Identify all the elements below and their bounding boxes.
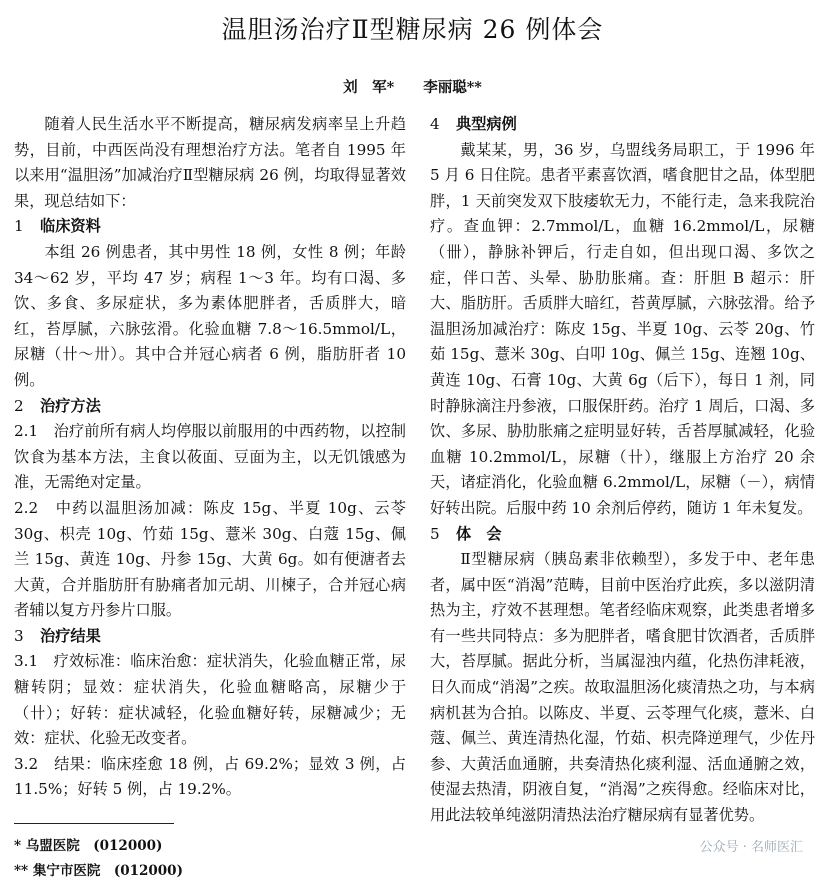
section-5-paragraph: Ⅱ型糖尿病（胰岛素非依赖型），多发于中、老年患者，属中医“消渴”范畴，目前中医治疗此疾，多以滋阴清热为主，疗效不甚理想。笔者经临床观察，此类患者增多有一些共同特点：多为肥胖者，嗜食肥甘饮酒者，舌质胖大，苔厚腻。据此分析，当属湿浊内蕴，化热伤津耗液，日久而成“消渴”之疾。故取温胆汤化痰清热之功，与本病病机甚为合拍。以陈皮、半夏、云苓理气化痰，薏米、白蔻、佩兰、黄连清热化湿，竹茹、枳壳降逆理气，少佐丹参、大黄活血通腑，共奏清热化痰利湿、活血通腑之效，使湿去热清，阴液自复，“消渴”之疾得愈。经临床对比，用此法较单纯滋阴清热法治疗糖尿病有显著优势。 [430,550,815,825]
right-column [430,112,815,829]
section-2-1-paragraph: 2.1 治疗前所有病人均停服以前服用的中西药物，以控制饮食为基本方法，主食以莜面、豆面为主，以无饥饿感为准，无需绝对定量。 [14,422,406,492]
section-1-heading [14,214,406,240]
footnote-1: * 乌盟医院 (012000) [14,838,163,855]
section-2-heading [14,394,406,420]
section-5-title: 体 会 [456,524,502,543]
section-1-paragraph: 本组 26 例患者，其中男性 18 例，女性 8 例；年龄 34～62 岁，平均 47 岁；病程 1～3 年。均有口渴、多饮、多食、多尿症状，多为素体肥胖者，舌质胖大，暗红，苔厚腻，六脉弦滑。化验血糖 7.8～16.5mmol/L，尿糖（卄～卅）。其中合并冠心病者 6 例，脂肪肝者 10 例。 [14,242,406,389]
left-column [14,112,406,884]
section-5-number: 5 [430,524,440,543]
section-3-title: 治疗结果 [40,626,101,645]
watermark: 公众号 · 名师医汇 [699,840,803,855]
section-4-paragraph: 戴某某，男，36 岁，乌盟线务局职工，于 1996 年 5 月 6 日住院。患者平素喜饮酒，嗜食肥甘之品，体型肥胖，1 天前突发双下肢痿软无力，不能行走，急来我院治疗。查血钾：2.7mmol/L，血糖 16.2mmol/L，尿糖（卌），静脉补钾后，行走自如，但出现口渴、多饮之症，伴口苦、头晕、胁肋胀痛。查：肝胆 B 超示：肝大、脂肪肝。舌质胖大暗红，苔黄厚腻，六脉弦滑。给予温胆汤加减治疗：陈皮 15g、半夏 10g、云苓 20g、竹茹 15g、薏米 30g、白叩 10g、佩兰 15g、连翘 10g、黄连 10g、石膏 10g、大黄 6g（后下），每日 1 剂，同时静脉滴注丹参液，口服保肝药。治疗 1 周后，口渴、多饮、多尿、胁肋胀痛之症明显好转，舌苔厚腻减轻，化验血糖 10.2mmol/L，尿糖（卄），继服上方治疗 20 余天，诸症消化，化验血糖 6.2mmol/L，尿糖（－），病情好转出院。后服中药 10 余剂后停药，随访 1 年未复发。 [430,140,815,517]
section-4-heading [430,112,815,138]
article-authors: 刘 军* 李丽聪** [343,79,482,96]
section-4-number: 4 [430,115,440,133]
article-title: 温胆汤治疗Ⅱ型糖尿病 26 例体会 [221,15,604,44]
section-1-title: 临床资料 [40,217,101,236]
section-2-number: 2 [14,396,24,415]
section-3-number: 3 [14,626,24,645]
footnote-divider [14,823,174,824]
section-5-heading [430,522,815,548]
intro-paragraph: 随着人民生活水平不断提高，糖尿病发病率呈上升趋势，目前，中西医尚没有理想治疗方法。笔者自 1995 年以来用“温胆汤”加减治疗Ⅱ型糖尿病 26 例，均取得显著效果，现总结如下： [14,115,406,210]
section-2-2-paragraph: 2.2 中药以温胆汤加减：陈皮 15g、半夏 10g、云苓 30g、枳壳 10g、竹茹 15g、薏米 30g、白蔻 15g、佩兰 15g、黄连 10g、丹参 15g、大黄 6g。如有便溏者去大黄，合并脂肪肝有胁痛者加元胡、川楝子，合并冠心病者辅以复方丹参片口服。 [14,498,406,620]
section-3-1-paragraph: 3.1 疗效标准：临床治愈：症状消失，化验血糖正常，尿糖转阴；显效：症状消失，化验血糖略高，尿糖少于（卄）；好转：症状减轻，化验血糖好转，尿糖减少；无效：症状、化验无改变者。 [14,652,406,748]
section-3-heading [14,624,406,650]
section-3-2-paragraph: 3.2 结果：临床痊愈 18 例，占 69.2%；显效 3 例，占 11.5%；好转 5 例，占 19.2%。 [14,754,406,799]
section-2-title: 治疗方法 [40,396,101,415]
section-1-number: 1 [14,217,24,236]
section-4-title: 典型病例 [456,115,517,133]
footnote-2: ** 集宁市医院 (012000) [14,863,183,880]
